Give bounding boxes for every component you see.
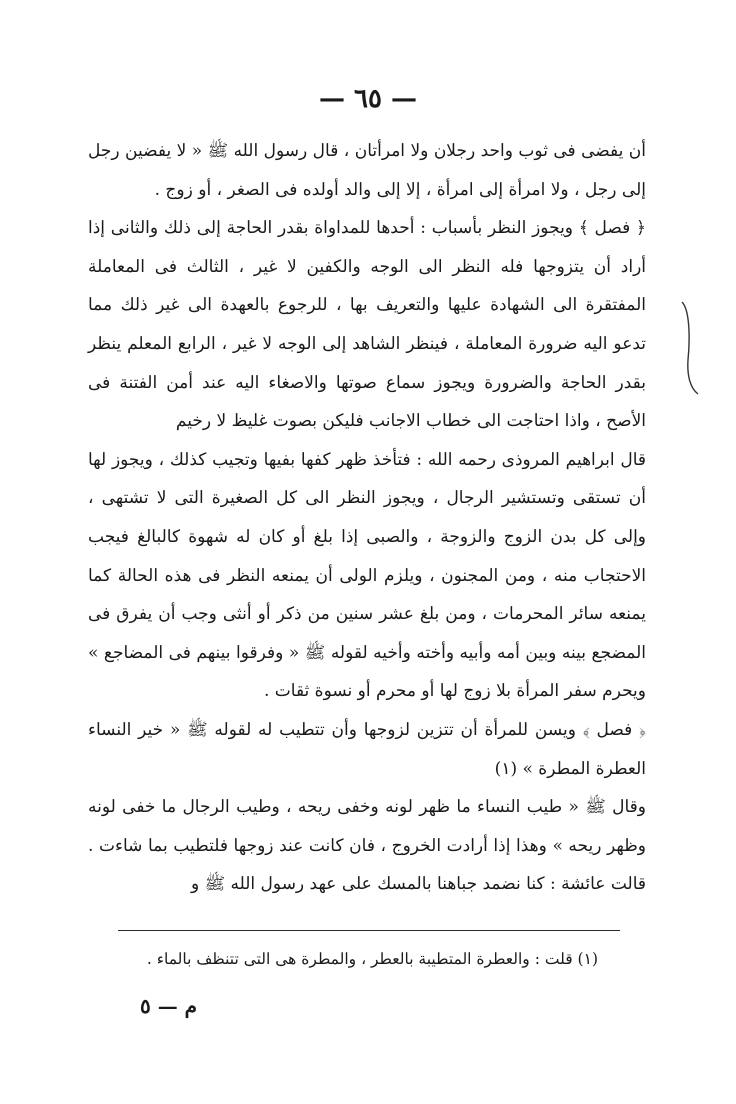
paragraph-3: قال ابراهيم المروذى رحمه الله : فتأخذ ظهر كفها بفيها وتجيب كذلك ، ويجوز لها أن تستقى وتستشير الرجال ، ويجوز النظر الى كل الصغيرة التى لا تشتهى ، وإلى كل بدن الزوج والزوجة ، والصبى إذا بلغ أو كان له شهوة كالبالغ فيجب الاحتجاب منه ، ومن المجنون ، ويلزم الولى أن يمنعه النظر فى هذه الحالة كما يمنعه سائر المحرمات ، ومن بلغ عشر سنين من ذكر أو أنثى وجب أن يفرق فى المضجع بينه وبين أمه وأبيه وأخته وأخيه لقوله ﷺ « وفرقوا بينهم فى المضاجع » ويحرم سفر المرأة بلا زوج لها أو محرم أو نسوة ثقات . xyxy=(88,449,647,702)
signature-mark: م — ٥ xyxy=(140,994,198,1018)
margin-bracket-mark xyxy=(678,300,700,396)
footnote-divider xyxy=(118,930,620,931)
main-text xyxy=(88,132,646,904)
paragraph-1: أن يفضى فى ثوب واحد رجلان ولا امرأتان ، قال رسول الله ﷺ « لا يفضين رجل إلى رجل ، ولا امرأة إلى امرأة ، إلا إلى والد أولده فى الصغر ، أو زوج . xyxy=(88,141,646,200)
paragraph-2: ﴿ فصل ﴾ ويجوز النظر بأسباب : أحدها للمداواة بقدر الحاجة إلى ذلك والثانى إذا أراد أن يتزوجها فله النظر الى الوجه والكفين لا غير ، الثالث فى المعاملة المفتقرة الى الشهادة عليها والتعريف بها ، للرجوع بالعهدة الى غير ذلك مما تدعو اليه ضرورة المعاملة ، فينظر الشاهد إلى الوجه لا غير ، الرابع المعلم ينظر بقدر الحاجة والضرورة ويجوز سماع صوتها والاصغاء اليه عند أمن الفتنة فى الأصح ، واذا احتاجت الى خطاب الاجانب فليكن بصوت غليظ لا رخيم xyxy=(88,218,646,432)
paragraph-5: وقال ﷺ « طيب النساء ما ظهر لونه وخفى ريحه ، وطيب الرجال ما خفى لونه وظهر ريحه » وهذا إذا أرادت الخروج ، فان كانت عند زوجها فلتطيب بما شاءت . قالت عائشة : كنا نضمد جباهنا بالمسك على عهد رسول الله ﷺ و xyxy=(88,797,646,895)
paragraph-4: ﴿ فصل ﴾ ويسن للمرأة أن تتزين لزوجها وأن تتطيب له لقوله ﷺ « خير النساء العطرة المطرة » (١) xyxy=(88,719,646,779)
page-number: — ٦٥ — xyxy=(318,84,418,114)
footnote: (١) قلت : والعطرة المتطيبة بالعطر ، والمطرة هى التى تتنظف بالماء . xyxy=(146,950,598,968)
